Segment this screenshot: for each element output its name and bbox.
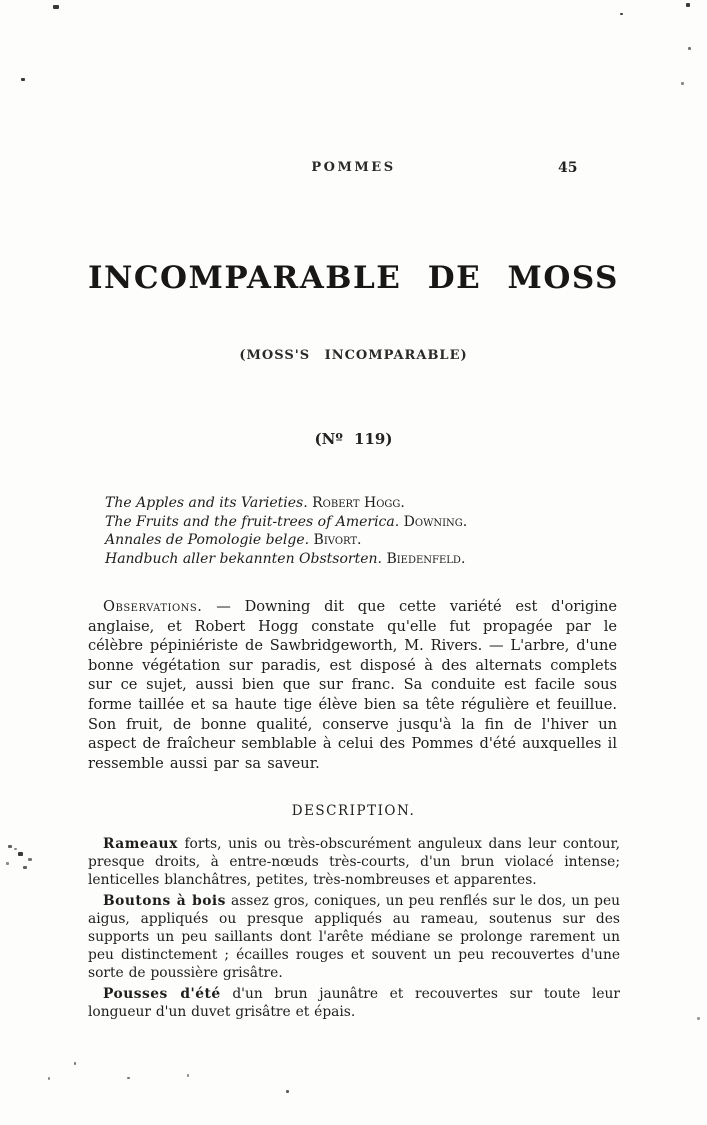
description-section	[88, 836, 620, 1026]
bibliography-title: The Apples and its Varieties.	[105, 495, 308, 511]
page-number: 45	[558, 160, 578, 176]
running-title: POMMES	[311, 160, 396, 175]
bibliography-author: Biedenfeld.	[386, 550, 466, 567]
scan-artifact	[48, 1077, 50, 1080]
paragraph-text: assez gros, coniques, un peu renflés sur le dos, un peu aigus, appliqués ou presque appliqués au rameau, soutenus sur des supports un peu saillants dont l'arête médiane se prolonge rarement un peu distinctement ; écailles rouges et souvent un peu recouvertes d'une sorte de poussière grisâtre.	[88, 893, 620, 981]
scan-artifact	[681, 82, 684, 85]
observations-label: Observations.	[103, 598, 203, 615]
bibliography-list	[105, 494, 625, 568]
scan-artifact	[187, 1074, 189, 1077]
paragraph-lead: Pousses d'été	[103, 986, 221, 1003]
variety-title: INCOMPARABLE DE MOSS	[88, 260, 619, 296]
scan-artifact	[127, 1077, 130, 1079]
paragraph-text: d'un brun jaunâtre et recouvertes sur toute leur longueur d'un duvet grisâtre et épais.	[88, 986, 620, 1021]
page-header	[0, 160, 707, 180]
bibliography-entry	[105, 550, 625, 569]
scan-artifact	[620, 13, 623, 15]
description-paragraph-boutons	[88, 893, 620, 982]
scan-artifact	[18, 852, 23, 856]
scan-artifact	[6, 862, 9, 865]
paragraph-lead: Boutons à bois	[103, 893, 226, 910]
observations-text: — Downing dit que cette variété est d'origine anglaise, et Robert Hogg constate qu'elle fut propagée par le célèbre pépiniériste de Sawbridgeworth, M. Rivers. — L'arbre, d'une bonne végétation sur paradis, est disposé à des alternats complets sur ce sujet, aussi bien que sur franc. Sa conduite est facile sous forme taillée et sa haute tige élève bien sa tête régulière et feuillue. Son fruit, de bonne qualité, conserve jusqu'à la fin de l'hiver un aspect de fraîcheur semblable à celui des Pommes d'été auxquelles il ressemble aussi par sa saveur.	[88, 598, 617, 772]
scan-artifact	[23, 866, 27, 869]
description-paragraph-pousses	[88, 986, 620, 1022]
paragraph-text: forts, unis ou très-obscurément anguleux dans leur contour, presque droits, à entre-nœuds très-courts, d'un brun violacé intense; lenticelles blanchâtres, petites, très-nombreuses et apparentes.	[88, 836, 620, 888]
scan-artifact	[14, 848, 17, 850]
scan-artifact	[697, 1017, 700, 1020]
scan-artifact	[686, 3, 690, 7]
description-heading: DESCRIPTION.	[291, 803, 416, 819]
variety-subtitle: (MOSS'S INCOMPARABLE)	[239, 348, 468, 363]
description-paragraph-rameaux	[88, 836, 620, 889]
bibliography-entry	[105, 531, 625, 550]
bibliography-author: Downing.	[403, 513, 468, 530]
bibliography-author: Bivort.	[313, 532, 362, 548]
variety-number: (Nº 119)	[314, 430, 393, 448]
observations-paragraph	[88, 597, 617, 773]
bibliography-entry	[105, 494, 625, 513]
paragraph-lead: Rameaux	[103, 836, 178, 852]
scan-artifact	[74, 1062, 76, 1065]
scan-artifact	[286, 1090, 289, 1093]
scan-artifact	[28, 858, 32, 861]
scan-artifact	[21, 78, 25, 81]
bibliography-entry	[105, 513, 625, 532]
scan-artifact	[8, 845, 12, 848]
bibliography-title: Annales de Pomologie belge.	[105, 532, 310, 548]
scan-artifact	[688, 47, 691, 50]
bibliography-title: Handbuch aller bekannten Obstsorten.	[105, 550, 382, 567]
bibliography-title: The Fruits and the fruit-trees of America.	[105, 513, 400, 530]
bibliography-author: Robert Hogg.	[312, 495, 405, 511]
scan-artifact	[53, 5, 59, 9]
